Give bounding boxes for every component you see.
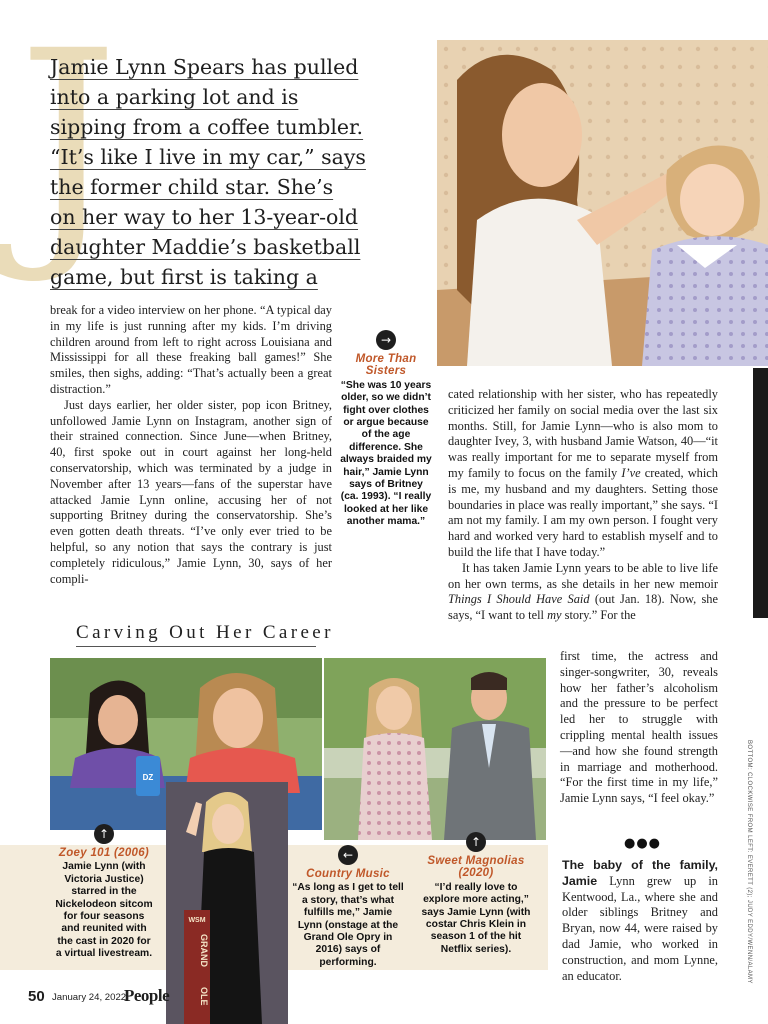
- magnolias-caption: [418, 832, 534, 956]
- caption-title: More Than Sisters: [355, 353, 417, 378]
- caption-body: “I’d really love to explore more acting,” says Jamie Lynn (with costar Chris Klein in season 1 of the hit Netflix series).: [421, 881, 531, 955]
- section-title: Carving Out Her Career: [76, 622, 334, 643]
- body-column-3-narrow: [560, 649, 718, 807]
- lede-line: Jamie Lynn Spears has pulled: [50, 55, 359, 79]
- lede-line: into a parking lot and is: [50, 85, 299, 109]
- lede-paragraph: [50, 52, 422, 292]
- lede-line: “It’s like I live in my car,” says: [50, 145, 366, 169]
- body-paragraph: first time, the actress and singer-songwriter, 30, reveals how her father’s alcoholism and the pressure to be perfect led her to struggle with crippling mental health issues—and how she found strength in marriage and motherhood. “For the first time in my life,” Jamie Lynn says, “I feel okay.”: [560, 649, 718, 806]
- section-divider: [76, 646, 316, 647]
- caption-body: “As long as I get to tell a story, that’s what fulfills me,” Jamie Lynn (onstage at the Grand Ole Opry in 2016) says of performing.: [292, 882, 404, 968]
- arrow-up-icon: ↑: [466, 832, 486, 852]
- caption-body: “She was 10 years older, so we didn’t fight over clothes or argue because of the age difference. She always braided my hair,” Jamie Lynn says of Britney (ca. 1993). “I really looked at her like another mama.”: [340, 379, 432, 528]
- country-music-photo: [166, 782, 288, 1024]
- lede-line: the former child star. She’s: [50, 175, 334, 199]
- cup-label: DZ: [142, 773, 154, 782]
- section-dots: ●●●: [624, 836, 662, 851]
- body-paragraph: It has taken Jamie Lynn years to be able to live life on her own terms, as she details in her new memoir Things I Should Have Said (out Jan. 18). Now, she says, “I want to tell my story.” For the: [448, 560, 718, 623]
- caption-title: Zoey 101 (2006): [58, 847, 150, 859]
- sign-grand: GRAND: [199, 934, 209, 967]
- body-paragraph: The baby of the family, Jamie Lynn grew up in Kentwood, La., where she and older siblings Britney and Bryan, now 44, were raised by dad Jamie, who worked in construction, and mom Lynne, an educator.: [562, 858, 718, 983]
- magazine-logo: People: [124, 986, 170, 1005]
- body-paragraph: Just days earlier, her older sister, pop icon Britney, unfollowed Jamie Lynn on Instagram, another sign of their strained connection. Since June—when Britney, 40, first spoke out in court against her long-held conservatorship, which was terminated by a judge in November after 13 years—fans of the superstar have attacked Jamie Lynn online, accusing her of not supporting Britney during the conservatorship. She’s even gotten death threats. “I’ve only ever tried to be helpful, so any notion that says the contrary is just completely ridiculous,” Jamie Lynn, 30, says of her compli-: [50, 397, 332, 586]
- caption-title: Sweet Magnolias (2020): [427, 855, 525, 880]
- zoey-caption: [54, 824, 154, 961]
- caption-title: Country Music: [306, 868, 390, 880]
- sisters-photo: [437, 40, 768, 366]
- lede-line: daughter Maddie’s basketball: [50, 235, 361, 259]
- arrow-left-icon: ←: [338, 845, 358, 865]
- lede-line: game, but first is taking a: [50, 265, 318, 289]
- sign-ole: OLE: [199, 987, 209, 1006]
- country-caption: [292, 845, 404, 969]
- body-column-3-end: [562, 858, 718, 984]
- body-paragraph: cated relationship with her sister, who has repeatedly criticized her family on social media over the last six months. Still, for Jamie Lynn—who is also mom to daughter Ivey, 3, with husband Jamie Watson, 40—“it was really important for me to separate myself from my family to focus on the family I’ve created, which is me, my husband and my daughters. Setting those boundaries in place was really important,” she says. “I am not my family. I am my own person. I fought very hard and worked very hard to establish myself and to build the life that I have today.”: [448, 387, 718, 559]
- issue-date: January 24, 2022: [52, 992, 127, 1003]
- sweet-magnolias-photo: [324, 658, 546, 840]
- arrow-up-icon: ↑: [94, 824, 114, 844]
- drop-cap-letter: J: [18, 0, 119, 288]
- lede-line: on her way to her 13-year-old: [50, 205, 359, 229]
- caption-body: Jamie Lynn (with Victoria Justice) starred in the Nickelodeon sitcom for four seasons and reunited with the cast in 2020 for a virtual livestream.: [55, 861, 153, 960]
- photo-credit: BOTTOM: CLOCKWISE FROM LEFT: EVERETT (2); JUDY EDDY/WENN/ALAMY: [746, 740, 752, 984]
- body-paragraph: break for a video interview on her phone. “A typical day in my life is just running after my kids. I’m driving children around from left to right across Louisiana and Mississippi for all these freaking ball games!” She smiles, then sighs, adding: “That’s actually been a great distraction.”: [50, 303, 332, 396]
- edge-strip: [753, 368, 768, 618]
- lede-line: sipping from a coffee tumbler.: [50, 115, 364, 139]
- page-number: 50: [28, 988, 45, 1005]
- sisters-caption: [340, 330, 432, 529]
- body-column-1: [50, 303, 332, 587]
- sign-wsm: WSM: [188, 917, 206, 924]
- arrow-right-icon: →: [376, 330, 396, 350]
- body-column-3: [448, 387, 718, 624]
